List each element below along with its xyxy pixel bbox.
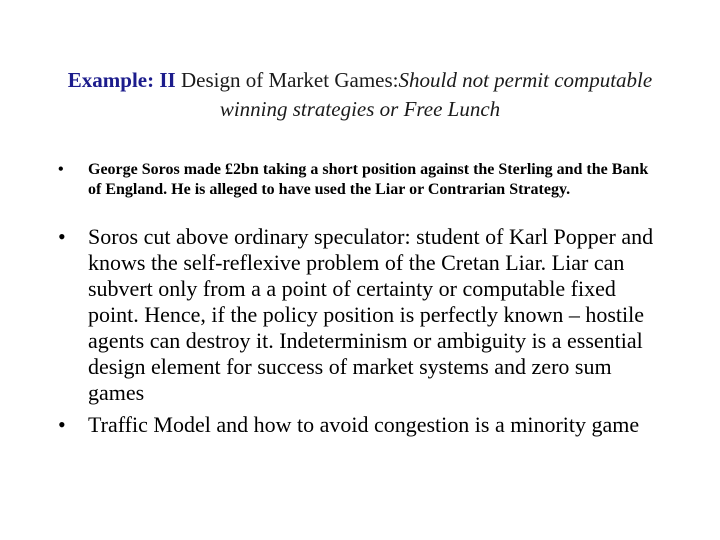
bullet-text: Soros cut above ordinary speculator: student of Karl Popper and knows the self-reflexive problem of the Cretan Liar. Liar can subvert only from a a point of certainty or computable fixed point. Hence, if the policy position is perfectly known – hostile agents can destroy it. Indeterminism or ambiguity is a essential design element for success of market systems and zero sum games [88,224,654,405]
title-example-label: Example: II [67,68,176,92]
bullet-text: George Soros made £2bn taking a short position against the Sterling and the Bank of England. He is alleged to have used the Liar or Contrarian Strategy. [88,161,649,198]
bullet-marker: • [58,224,66,249]
bullet-marker: • [58,161,64,178]
bullet-item-soros-sterling [58,160,658,200]
bullet-item-soros-popper [58,224,668,406]
title-subtitle-italic: Should not permit computable winning strategies or Free Lunch [219,68,653,121]
bullet-text: Traffic Model and how to avoid congestion is a minority game [88,412,640,437]
title-design-label: Design of Market Games: [175,68,399,92]
bullet-item-traffic-model [58,412,668,438]
bullet-marker: • [58,412,66,437]
slide-title [60,66,660,124]
